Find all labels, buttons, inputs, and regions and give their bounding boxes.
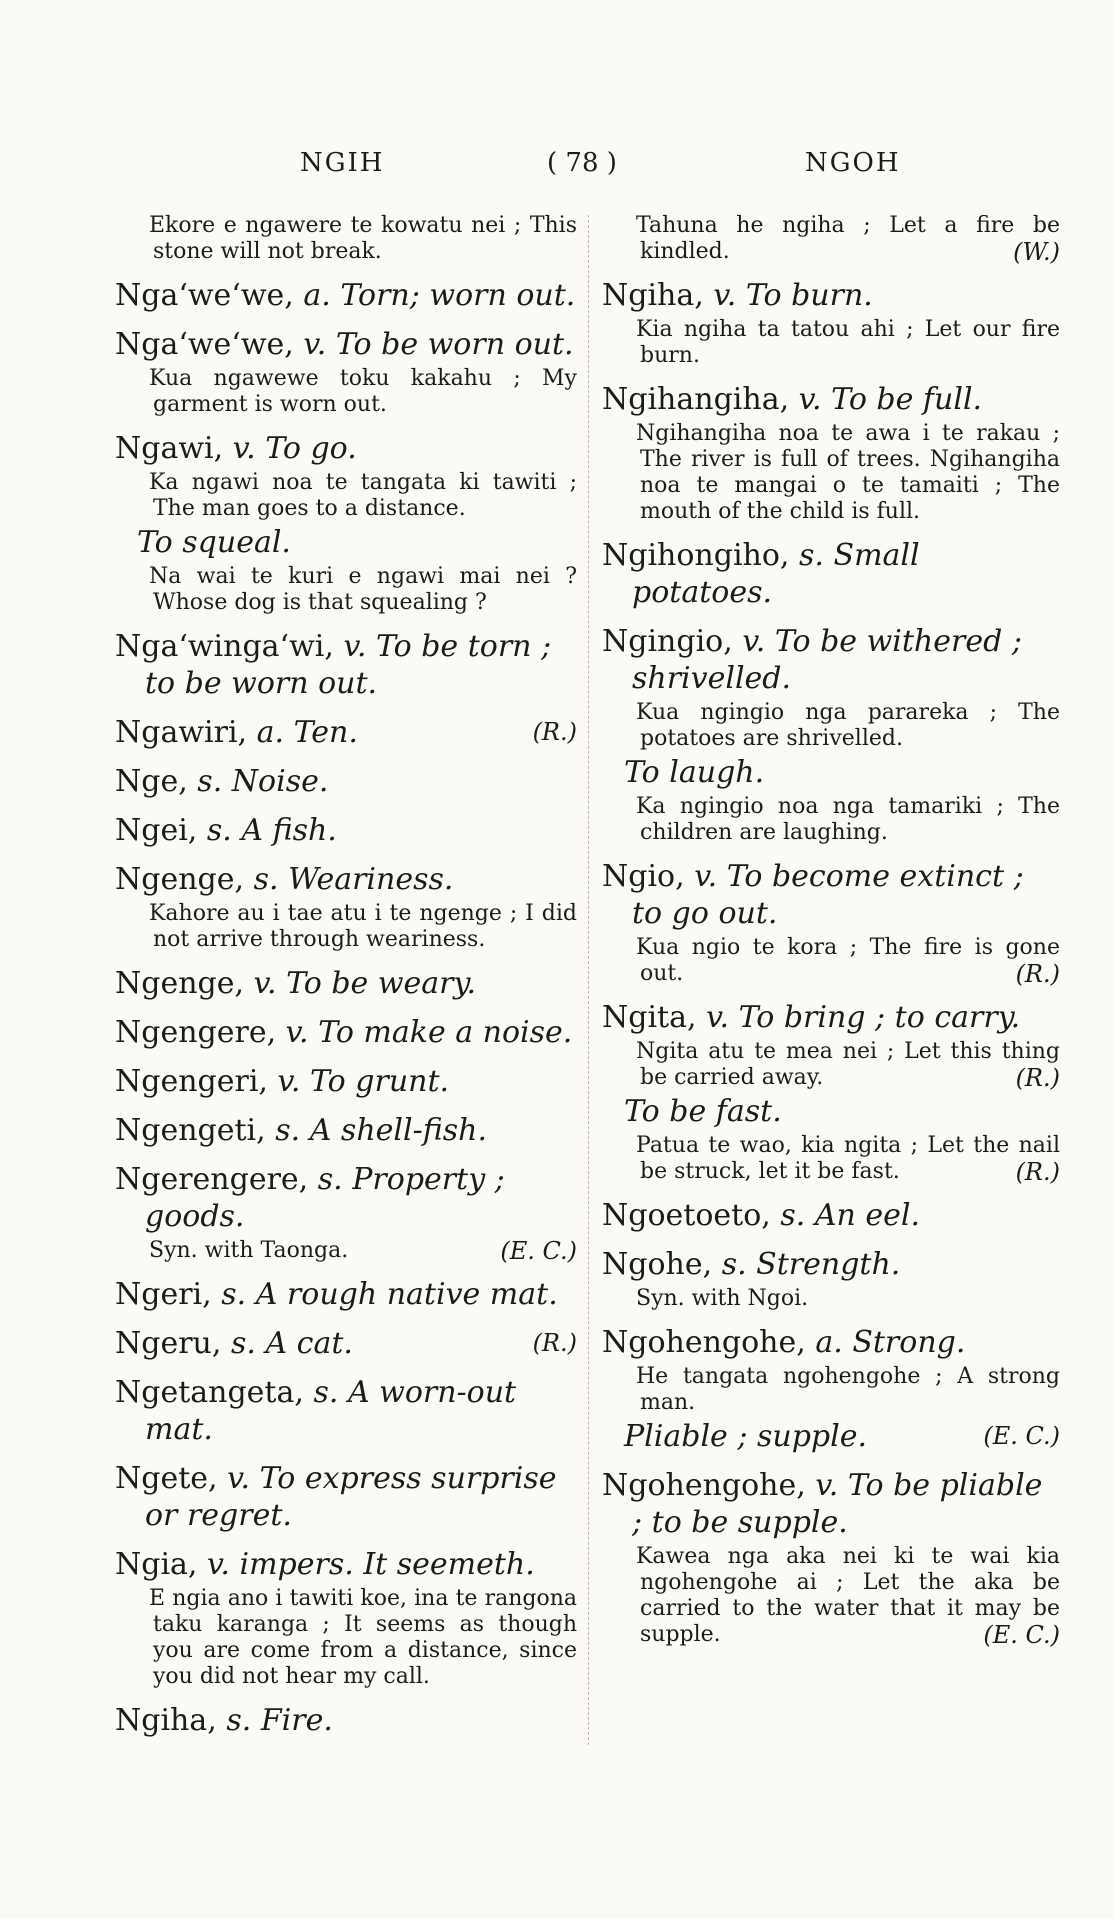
dictionary-entry (115, 861, 577, 898)
part-of-speech: v. (303, 327, 327, 362)
header-left-guide-word: NGIH (300, 148, 385, 178)
example-text: Na wai te kuri e ngawi mai nei ? Whose dog is that squealing ? (149, 564, 577, 615)
part-of-speech: a. (256, 715, 285, 750)
part-of-speech: s. (226, 1703, 252, 1738)
additional-sense (602, 1093, 1060, 1130)
dictionary-entry (602, 623, 1060, 697)
additional-sense (602, 1418, 1060, 1455)
example-text: Patua te wao, kia ngita ; Let the nail be struck, let it be fast. (636, 1133, 1060, 1184)
usage-example (602, 700, 1060, 752)
definition: Ten. (293, 715, 358, 750)
headword: Ngerengere, (115, 1162, 309, 1197)
part-of-speech: v. (253, 966, 277, 1001)
source-citation: (R.) (532, 718, 577, 746)
usage-example (115, 470, 577, 522)
headword: Nga‘we‘we, (115, 278, 294, 313)
example-text: Tahuna he ngiha ; Let a fire be kindled. (636, 213, 1060, 264)
headword: Ngei, (115, 813, 198, 848)
definition: Property ; goods. (145, 1162, 505, 1234)
headword: Ngete, (115, 1461, 218, 1496)
part-of-speech: s. (275, 1113, 301, 1148)
part-of-speech: s. (317, 1162, 343, 1197)
headword: Ngohengohe, (602, 1468, 806, 1503)
example-text: Ngita atu te mea nei ; Let this thing be carried away. (636, 1039, 1060, 1090)
dictionary-entry (115, 1112, 577, 1149)
headword: Ngita, (602, 1000, 697, 1035)
right-column (602, 210, 1060, 1648)
source-citation: (R.) (532, 1329, 577, 1357)
usage-example (602, 1364, 1060, 1416)
headword: Ngenge, (115, 862, 245, 897)
definition: Weariness. (288, 862, 454, 897)
sense-text: To laugh. (624, 755, 765, 790)
headword: Ngio, (602, 859, 685, 894)
dictionary-entry (115, 326, 577, 363)
example-text: Kawea nga aka nei ki te wai kia ngohengohe ai ; Let the aka be carried to the water that it may be supple. (636, 1544, 1060, 1647)
part-of-speech: s. (313, 1375, 339, 1410)
source-citation: (R.) (1015, 960, 1060, 988)
additional-sense (602, 754, 1060, 791)
example-text: Syn. with Ngoi. (636, 1286, 809, 1311)
headword: Ngingio, (602, 624, 733, 659)
source-citation: (E. C.) (983, 1621, 1060, 1649)
source-citation: (E. C.) (500, 1237, 577, 1265)
dictionary-entry (115, 1063, 577, 1100)
part-of-speech: v. (706, 1000, 730, 1035)
headword: Ngenge, (115, 966, 245, 1001)
left-column (115, 210, 577, 1739)
headword: Ngihangiha, (602, 382, 790, 417)
part-of-speech: v. (798, 382, 822, 417)
source-citation: (R.) (1015, 1158, 1060, 1186)
dictionary-entry (602, 277, 1060, 314)
dictionary-entry (602, 381, 1060, 418)
part-of-speech: s. (197, 764, 223, 799)
header-right-guide-word: NGOH (805, 148, 901, 178)
headword: Ngawiri, (115, 715, 248, 750)
definition: A worn-out mat. (145, 1375, 517, 1447)
headword: Ngohe, (602, 1247, 713, 1282)
example-text: Kua ngawewe toku kakahu ; My garment is worn out. (149, 366, 577, 417)
example-text: Ekore e ngawere te kowatu nei ; This stone will not break. (149, 213, 577, 264)
part-of-speech: v. impers. (207, 1547, 354, 1582)
usage-example (115, 564, 577, 616)
usage-example (115, 366, 577, 418)
sense-text: To squeal. (137, 525, 291, 560)
dictionary-entry (115, 628, 577, 702)
usage-example (602, 317, 1060, 369)
definition: Noise. (231, 764, 329, 799)
definition: To be worn out. (335, 327, 574, 362)
sense-text: To be fast. (624, 1094, 782, 1129)
definition: To be torn ; to be worn out. (145, 629, 552, 701)
part-of-speech: a. (815, 1325, 843, 1360)
headword: Ngiha, (602, 278, 704, 313)
column-divider (588, 215, 589, 1745)
headword: Ngawi, (115, 431, 224, 466)
definition: A cat. (265, 1326, 353, 1361)
definition: A rough native mat. (255, 1277, 558, 1312)
dictionary-entry (115, 714, 577, 751)
example-text: Kua ngio te kora ; The fire is gone out. (636, 935, 1060, 986)
definition: To burn. (745, 278, 873, 313)
example-text: Ka ngingio noa nga tamariki ; The children are laughing. (636, 794, 1060, 845)
usage-example (602, 1544, 1060, 1648)
definition: To be pliable ; to be supple. (632, 1468, 1043, 1540)
part-of-speech: v. (277, 1064, 301, 1099)
definition: Strength. (756, 1247, 901, 1282)
dictionary-entry (115, 1546, 577, 1583)
usage-example (602, 421, 1060, 525)
definition: To bring ; to carry. (738, 1000, 1021, 1035)
usage-example (602, 213, 1060, 265)
source-citation: (R.) (1015, 1064, 1060, 1092)
dictionary-entry (115, 763, 577, 800)
part-of-speech: s. (253, 862, 279, 897)
running-header (115, 148, 1055, 188)
part-of-speech: v. (285, 1015, 309, 1050)
dictionary-entry (602, 1246, 1060, 1283)
headword: Ngiha, (115, 1703, 217, 1738)
part-of-speech: s. (230, 1326, 256, 1361)
headword: Ngengeri, (115, 1064, 268, 1099)
part-of-speech: v. (742, 624, 766, 659)
usage-example (602, 794, 1060, 846)
headword: Ngohengohe, (602, 1325, 806, 1360)
part-of-speech: v. (232, 431, 256, 466)
dictionary-entry (602, 1197, 1060, 1234)
headword: Ngia, (115, 1547, 198, 1582)
example-text: Kahore au i tae atu i te ngenge ; I did not arrive through weariness. (149, 901, 577, 952)
headword: Ngetangeta, (115, 1375, 304, 1410)
definition: Fire. (260, 1703, 333, 1738)
headword: Ngoetoeto, (602, 1198, 771, 1233)
example-text: Ngihangiha noa te awa i te rakau ; The river is full of trees. Ngihangiha noa te mangai o te tamaiti ; The mouth of the child is full. (636, 421, 1060, 524)
example-text: He tangata ngohengohe ; A strong man. (636, 1364, 1060, 1415)
definition: Torn; worn out. (340, 278, 576, 313)
headword: Ngeru, (115, 1326, 222, 1361)
page-number: ( 78 ) (547, 148, 617, 178)
definition: To become extinct ; to go out. (632, 859, 1024, 931)
definition: To go. (265, 431, 357, 466)
definition: To grunt. (310, 1064, 450, 1099)
usage-example (115, 1238, 577, 1264)
dictionary-entry (602, 1467, 1060, 1541)
part-of-speech: a. (303, 278, 331, 313)
example-text: Kua ngingio nga parareka ; The potatoes are shrivelled. (636, 700, 1060, 751)
headword: Ngengeti, (115, 1113, 266, 1148)
dictionary-entry (115, 1276, 577, 1313)
part-of-speech: v. (694, 859, 718, 894)
part-of-speech: v. (227, 1461, 251, 1496)
headword: Nge, (115, 764, 188, 799)
usage-example (602, 935, 1060, 987)
headword: Ngengere, (115, 1015, 277, 1050)
usage-example (115, 1586, 577, 1690)
additional-sense (115, 524, 577, 561)
dictionary-entry (115, 965, 577, 1002)
source-citation: (W.) (1013, 238, 1060, 266)
source-citation: (E. C.) (983, 1422, 1060, 1450)
definition: A fish. (241, 813, 337, 848)
usage-example (602, 1286, 1060, 1312)
definition: Strong. (852, 1325, 966, 1360)
definition: An eel. (814, 1198, 920, 1233)
definition: To be full. (831, 382, 983, 417)
dictionary-entry (602, 1324, 1060, 1361)
sense-text: Pliable ; supple. (624, 1419, 868, 1454)
part-of-speech: s. (780, 1198, 806, 1233)
definition: To be withered ; shrivelled. (632, 624, 1022, 696)
example-text: Ka ngawi noa te tangata ki tawiti ; The man goes to a distance. (149, 470, 577, 521)
dictionary-entry (602, 999, 1060, 1036)
dictionary-entry (115, 1374, 577, 1448)
definition: To make a noise. (318, 1015, 573, 1050)
dictionary-entry (602, 537, 1060, 611)
definition: To express surprise or regret. (145, 1461, 557, 1533)
dictionary-entry (115, 1161, 577, 1235)
usage-example (602, 1133, 1060, 1185)
dictionary-entry (115, 1460, 577, 1534)
usage-example (115, 213, 577, 265)
headword: Nga‘winga‘wi, (115, 629, 334, 664)
part-of-speech: v. (343, 629, 367, 664)
definition: It seemeth. (363, 1547, 535, 1582)
definition: A shell-fish. (309, 1113, 487, 1148)
part-of-speech: v. (713, 278, 737, 313)
definition: To be weary. (286, 966, 476, 1001)
dictionary-entry (115, 1014, 577, 1051)
dictionary-entry (115, 430, 577, 467)
headword: Ngeri, (115, 1277, 212, 1312)
example-text: Kia ngiha ta tatou ahi ; Let our fire burn. (636, 317, 1060, 368)
part-of-speech: s. (799, 538, 824, 573)
part-of-speech: v. (815, 1468, 839, 1503)
part-of-speech: s. (721, 1247, 747, 1282)
dictionary-entry (115, 1325, 577, 1362)
usage-example (115, 901, 577, 953)
usage-example (602, 1039, 1060, 1091)
dictionary-entry (602, 858, 1060, 932)
headword: Nga‘we‘we, (115, 327, 294, 362)
definition: Small potatoes. (632, 538, 920, 610)
dictionary-entry (115, 1702, 577, 1739)
dictionary-entry (115, 812, 577, 849)
example-text: Syn. with Taonga. (149, 1238, 349, 1263)
part-of-speech: s. (206, 813, 232, 848)
example-text: E ngia ano i tawiti koe, ina te rangona taku karanga ; It seems as though you are come from a distance, since you did not hear my call. (149, 1586, 577, 1689)
dictionary-entry (115, 277, 577, 314)
headword: Ngihongiho, (602, 538, 790, 573)
part-of-speech: s. (221, 1277, 247, 1312)
